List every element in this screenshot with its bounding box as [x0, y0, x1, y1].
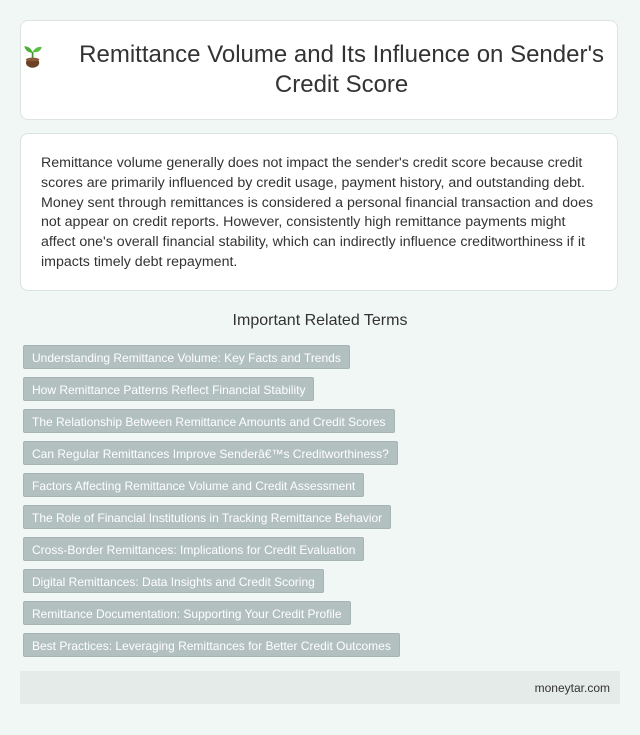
related-term-link[interactable]: Remittance Documentation: Supporting Your Credit Profile [23, 601, 351, 625]
related-term-link[interactable]: Digital Remittances: Data Insights and Credit Scoring [23, 569, 324, 593]
footer-site-link[interactable]: moneytar.com [534, 680, 610, 695]
related-terms-list [23, 345, 623, 665]
related-term-link[interactable]: Best Practices: Leveraging Remittances for Better Credit Outcomes [23, 633, 400, 657]
title-wrap [21, 40, 617, 100]
title-card [20, 20, 618, 120]
related-term-link[interactable]: Can Regular Remittances Improve Senderâ€™s Creditworthiness? [23, 441, 398, 465]
page-title: Remittance Volume and Its Influence on Sender's Credit Score [79, 41, 605, 98]
related-term-link[interactable]: Factors Affecting Remittance Volume and Credit Assessment [23, 473, 364, 497]
related-term-link[interactable]: The Role of Financial Institutions in Tracking Remittance Behavior [23, 505, 391, 529]
related-term-link[interactable]: Cross-Border Remittances: Implications for Credit Evaluation [23, 537, 364, 561]
footer [20, 671, 620, 704]
related-term-link[interactable]: Understanding Remittance Volume: Key Facts and Trends [23, 345, 350, 369]
sprout-icon [21, 42, 44, 72]
related-term-link[interactable]: The Relationship Between Remittance Amounts and Credit Scores [23, 409, 395, 433]
description-text: Remittance volume generally does not impact the sender's credit score because credit scores are primarily influenced by credit usage, payment history, and outstanding debt. Money sent through remittances is considered a personal financial transaction and does not appear on credit reports. However, consistently high remittance payments might affect one's overall financial stability, which can indirectly influence creditworthiness if it impacts timely debt repayment. [41, 155, 594, 270]
related-terms-heading: Important Related Terms [232, 312, 408, 329]
related-term-link[interactable]: How Remittance Patterns Reflect Financial Stability [23, 377, 314, 401]
description-card [20, 133, 618, 291]
